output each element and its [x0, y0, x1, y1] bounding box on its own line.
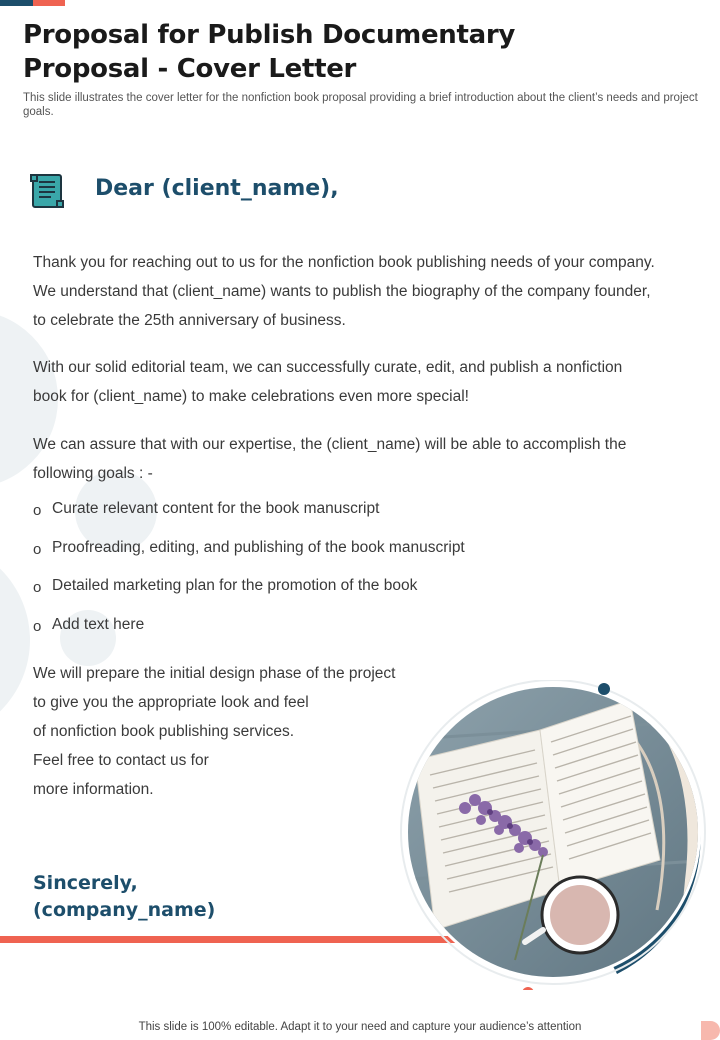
signoff-line: (company_name) — [33, 899, 216, 921]
page-title — [23, 18, 583, 86]
paragraph-closing — [33, 659, 395, 804]
title-line: Proposal - Cover Letter — [23, 54, 357, 84]
bullet-marker: o — [33, 540, 42, 558]
footer-note: This slide is 100% editable. Adapt it to your need and capture your audience’s attention — [138, 1021, 582, 1033]
goal-text: Add text here — [52, 615, 145, 633]
bullet-marker: o — [33, 579, 42, 596]
book-photo-group — [395, 680, 715, 990]
paragraph-line: We understand that (client_name) wants to publish the biography of the company founder, — [33, 283, 651, 300]
page-subtitle: This slide illustrates the cover letter for the nonfiction book proposal providing a brief introduction about the client’s needs and project goals. — [23, 92, 698, 118]
paragraph-line: to celebrate the 25th anniversary of business. — [33, 312, 346, 329]
paragraph-line: Feel free to contact us for — [33, 752, 209, 769]
paragraph-intro — [33, 248, 655, 335]
top-accent-navy — [0, 0, 33, 6]
paragraph-team — [33, 353, 622, 411]
paragraph-line: of nonfiction book publishing services. — [33, 723, 295, 740]
paragraph-line: following goals : - — [33, 465, 153, 482]
coral-divider — [0, 936, 460, 943]
paragraph-goals-intro — [33, 430, 626, 488]
decor-circle-low — [0, 540, 30, 740]
corner-tab — [701, 1021, 720, 1040]
goal-text: Proofreading, editing, and publishing of the book manuscript — [52, 538, 465, 556]
greeting: Dear (client_name), — [95, 176, 339, 201]
paragraph-line: With our solid editorial team, we can successfully curate, edit, and publish a nonfiction — [33, 359, 623, 376]
paragraph-line: more information. — [33, 781, 154, 798]
signoff-line: Sincerely, — [33, 872, 138, 894]
paragraph-line: We can assure that with our expertise, the (client_name) will be able to accomplish the — [33, 436, 627, 453]
goal-text: Curate relevant content for the book manuscript — [52, 500, 380, 517]
top-accent-coral — [33, 0, 65, 6]
goal-text: Detailed marketing plan for the promotion of the book — [52, 577, 418, 594]
bullet-marker: o — [33, 617, 42, 635]
bullet-marker: o — [33, 502, 42, 519]
paragraph-line: We will prepare the initial design phase of the project — [33, 665, 396, 682]
paragraph-line: to give you the appropriate look and feel — [33, 694, 309, 711]
scroll-letter-icon — [28, 172, 66, 210]
paragraph-line: book for (client_name) to make celebrations even more special! — [33, 388, 469, 405]
open-book-flowers-coffee-photo — [395, 680, 715, 990]
signoff — [33, 870, 215, 924]
paragraph-line: Thank you for reaching out to us for the nonfiction book publishing needs of your company. — [33, 254, 655, 271]
title-line: Proposal for Publish Documentary — [23, 20, 516, 50]
